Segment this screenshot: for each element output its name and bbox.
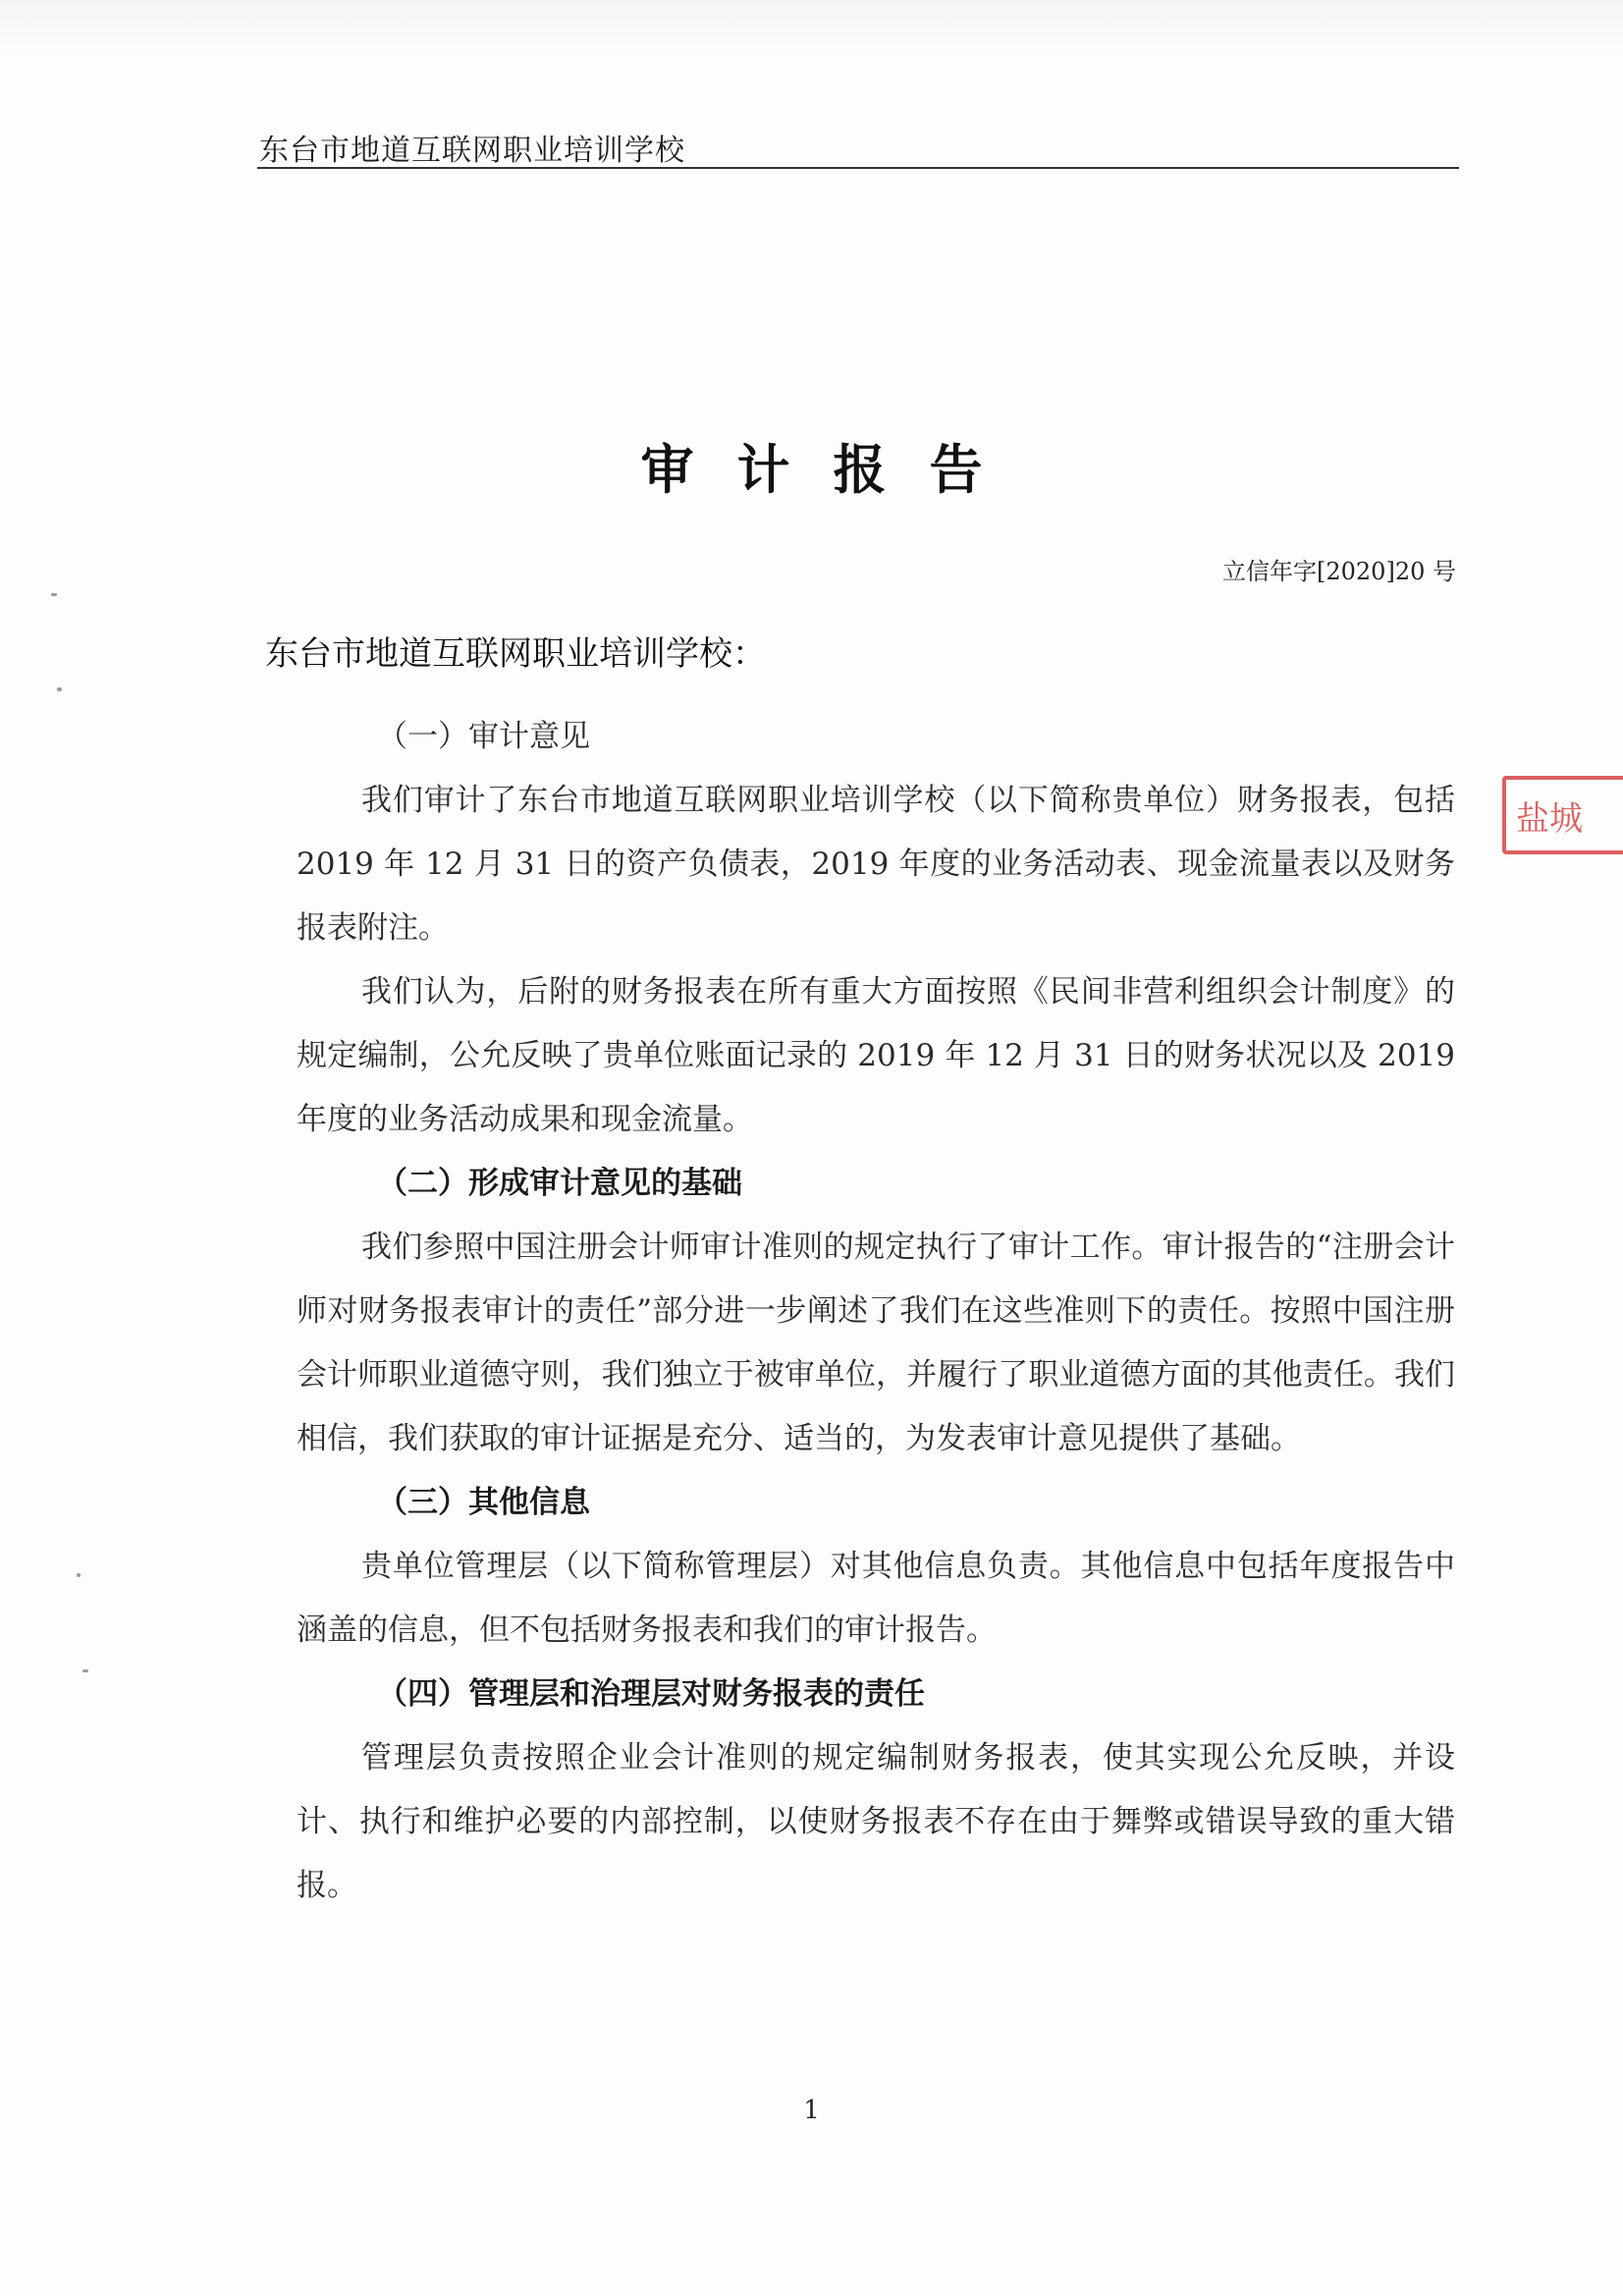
- paragraph: 我们认为，后附的财务报表在所有重大方面按照《民间非营利组织会计制度》的规定编制，公允反映了贵单位账面记录的 2019 年 12 月 31 日的财务状况以及 2019 年度的业务活动成果和现金流量。: [297, 974, 1455, 1137]
- red-seal-stamp: 盐城: [1502, 776, 1623, 854]
- section-heading-basis: （二）形成审计意见的基础: [377, 1166, 742, 1201]
- report-body: [297, 705, 1455, 1918]
- scan-speck: [51, 593, 57, 596]
- paragraph: 管理层负责按照企业会计准则的规定编制财务报表，使其实现公允反映，并设计、执行和维护必要的内部控制，以使财务报表不存在由于舞弊或错误导致的重大错报。: [297, 1740, 1455, 1903]
- reference-number: 立信年字[2020]20 号: [1222, 558, 1456, 585]
- scan-speck: [77, 1573, 81, 1577]
- section-heading-opinion: （一）审计意见: [377, 719, 590, 754]
- paragraph: 贵单位管理层（以下简称管理层）对其他信息负责。其他信息中包括年度报告中涵盖的信息，但不包括财务报表和我们的审计报告。: [297, 1549, 1455, 1648]
- section-heading-management-responsibility: （四）管理层和治理层对财务报表的责任: [377, 1676, 925, 1712]
- scan-speck: [57, 687, 62, 691]
- section-heading-other-info: （三）其他信息: [377, 1485, 590, 1520]
- page-title: 审计报告: [640, 438, 1026, 501]
- header-rule: [257, 167, 1459, 169]
- scan-speck: [82, 1669, 88, 1672]
- page-number: 1: [803, 2096, 820, 2125]
- paragraph: 我们参照中国注册会计师审计准则的规定执行了审计工作。审计报告的“注册会计师对财务报表审计的责任”部分进一步阐述了我们在这些准则下的责任。按照中国注册会计师职业道德守则，我们独立于被审单位，并履行了职业道德方面的其他责任。我们相信，我们获取的审计证据是充分、适当的，为发表审计意见提供了基础。: [297, 1230, 1455, 1456]
- scan-shadow: [0, 0, 1623, 59]
- paragraph: 我们审计了东台市地道互联网职业培训学校（以下简称贵单位）财务报表，包括 2019 年 12 月 31 日的资产负债表，2019 年度的业务活动表、现金流量表以及财务报表附注。: [297, 783, 1455, 946]
- header-institution: 东台市地道互联网职业培训学校: [259, 134, 685, 168]
- addressee: 东台市地道互联网职业培训学校：: [265, 634, 766, 674]
